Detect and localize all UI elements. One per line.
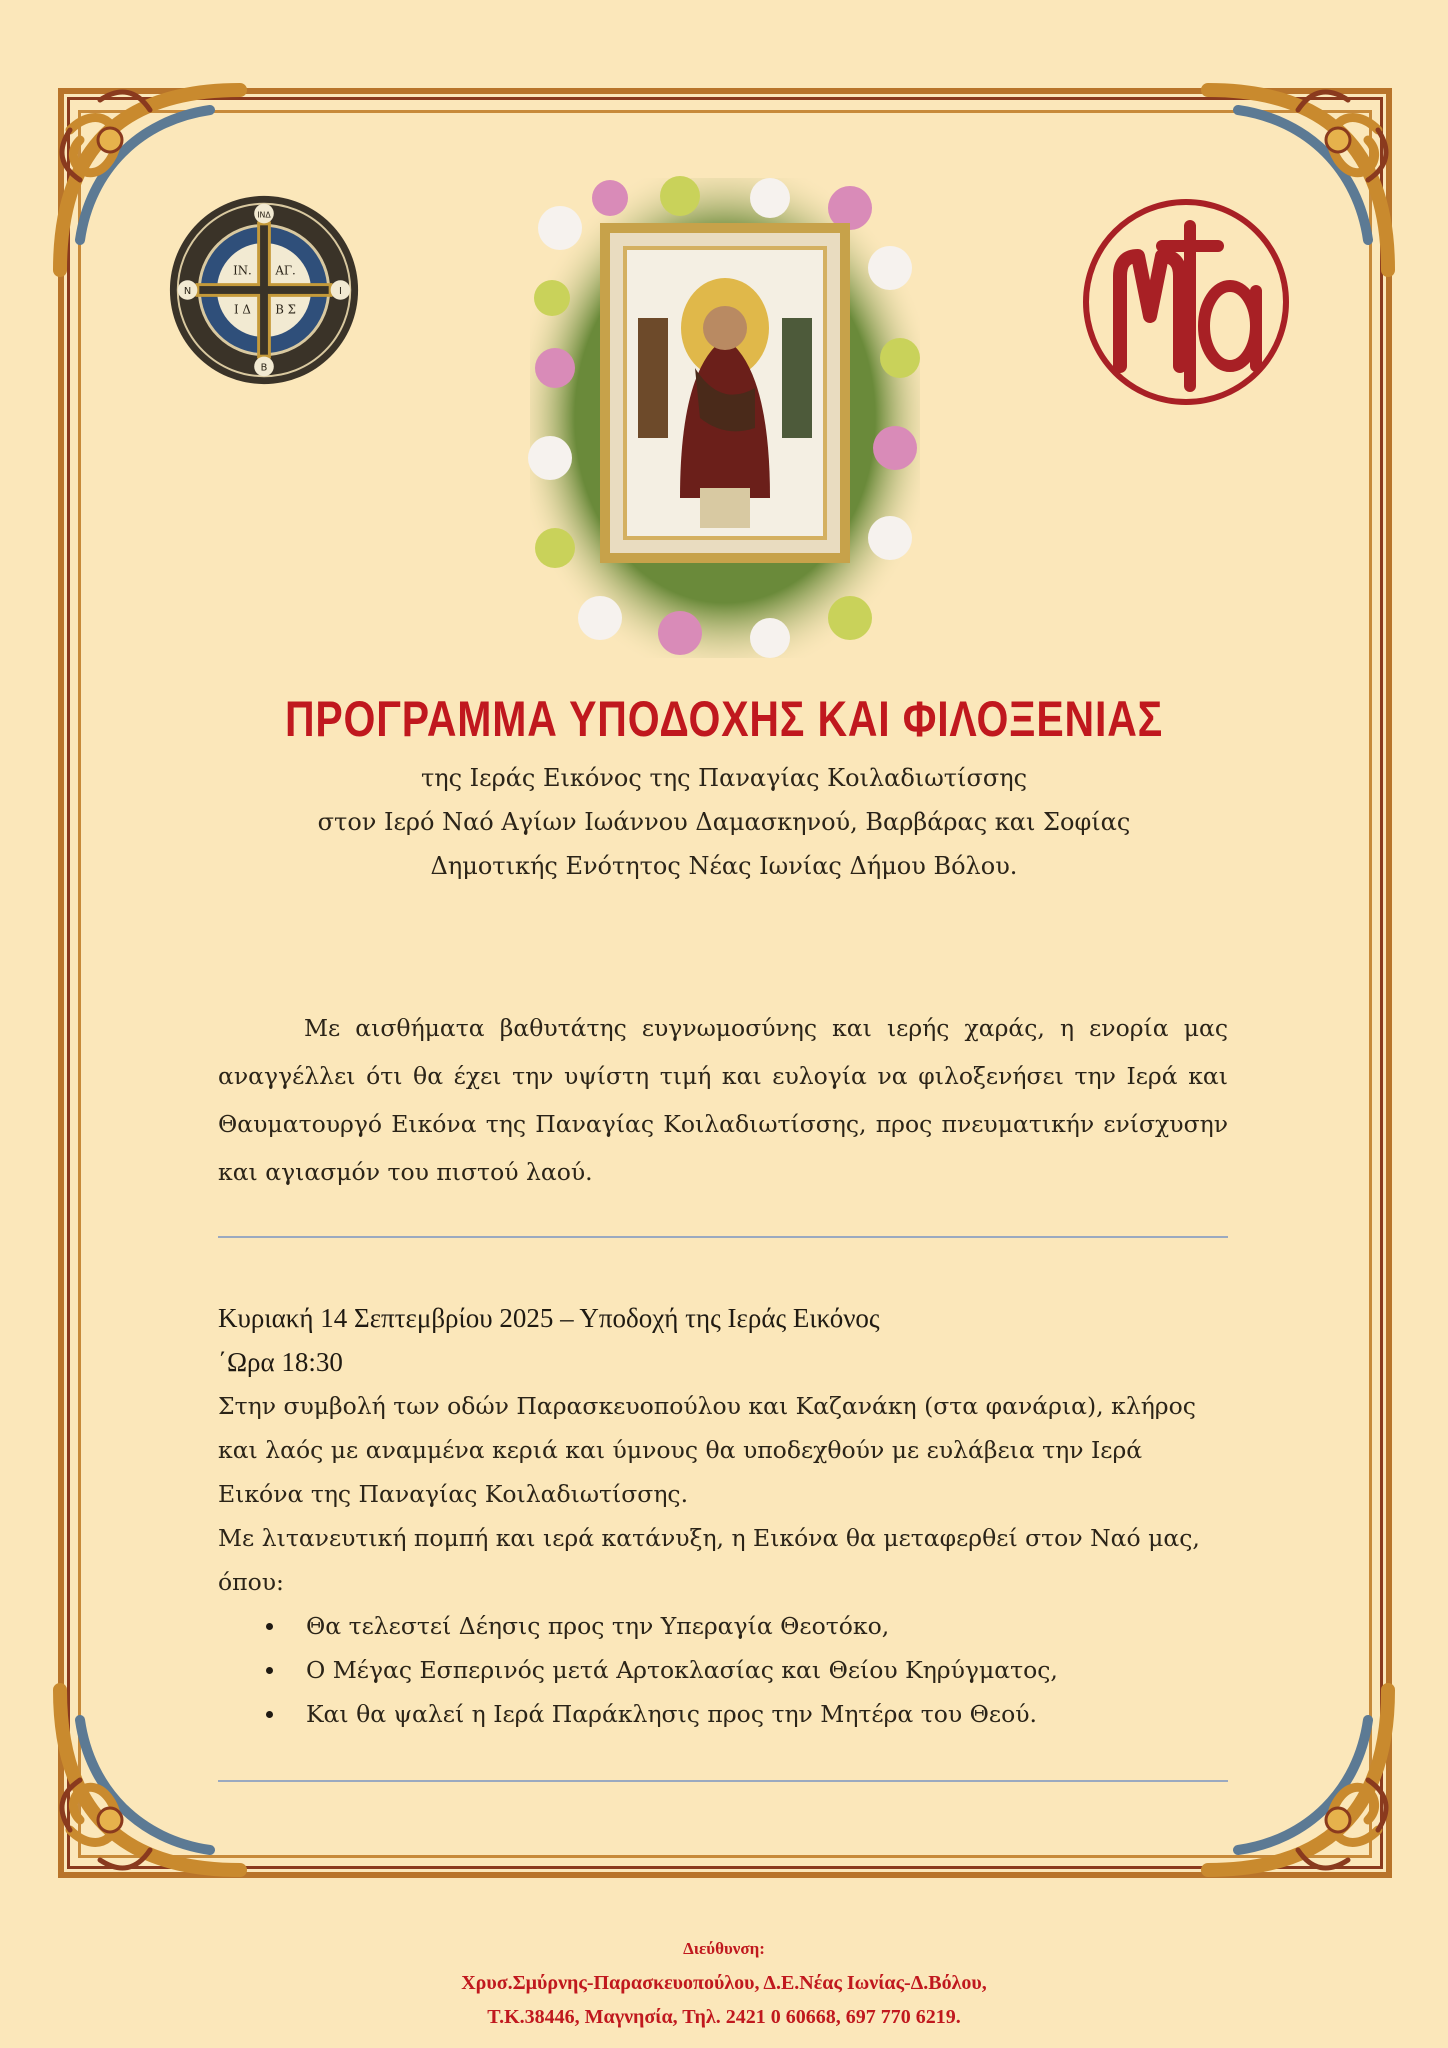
svg-text:Ι: Ι (338, 285, 342, 297)
address-line: Τ.Κ.38446, Μαγνησία, Τηλ. 2421 0 60668, 697 770 6219. (487, 2006, 961, 2028)
holy-icon-image (520, 168, 930, 668)
svg-text:ΑΓ.: ΑΓ. (275, 263, 296, 278)
divider (218, 1236, 1228, 1238)
svg-text:ΙΝ.: ΙΝ. (233, 263, 252, 278)
intro-paragraph: Με αισθήματα βαθυτάτης ευγνωμοσύνης και ιερής χαράς, η ενορία μας αναγγέλλει ότι θα έχει την υψίστη τιμή και ευλογία να φιλοξενήσει την Ιερά και Θαυματουργό Εικόνα της Παναγίας Κοιλαδιωτίσσης, προς πνευματικήν ενίσχυσην και αγιασμόν του πιστού λαού. (218, 1013, 1228, 1186)
schedule-time: ΄Ωρα 18:30 (218, 1347, 343, 1377)
schedule-section (218, 1296, 1228, 1736)
subtitle-block (150, 756, 1298, 888)
address-line: Χρυσ.Σμύρνης-Παρασκευοπούλου, Δ.Ε.Νέας Ιωνίας-Δ.Βόλου, (461, 1972, 987, 1994)
divider (218, 1780, 1228, 1782)
subtitle-line: στον Ιερό Ναό Αγίων Ιωάννου Δαμασκηνού, Βαρβάρας και Σοφίας (317, 808, 1131, 836)
list-item: Θα τελεστεί Δέησις προς την Υπεραγία Θεοτόκο, (306, 1604, 1228, 1648)
list-item: Ο Μέγας Εσπερινός μετά Αρτοκλασίας και Θείου Κηρύγματος, (306, 1648, 1228, 1692)
svg-text:ΙΝΔ: ΙΝΔ (257, 210, 271, 220)
subtitle-line: Δημοτικής Ενότητος Νέας Ιωνίας Δήμου Βόλου. (430, 852, 1018, 880)
schedule-list (218, 1604, 1228, 1736)
list-item: Και θα ψαλεί η Ιερά Παράκλησις προς την Μητέρα του Θεού. (306, 1692, 1228, 1736)
subtitle-line: της Ιεράς Εικόνος της Παναγίας Κοιλαδιωτίσσης (420, 764, 1028, 792)
schedule-paragraph: Στην συμβολή των οδών Παρασκευοπούλου και Καζανάκη (στα φανάρια), κλήρος και λαός με αναμμένα κεριά και ύμνους θα υποδεχθούν με ευλάβεια την Ιερά Εικόνα της Παναγίας Κοιλαδιωτίσσης. (218, 1392, 1196, 1508)
cross-seal-logo (166, 192, 362, 388)
schedule-heading: Κυριακή 14 Σεπτεμβρίου 2025 – Υποδοχή της Ιεράς Εικόνος (218, 1303, 880, 1333)
svg-text:Β Σ: Β Σ (275, 302, 296, 317)
address-label: Διεύθυνση: (683, 1939, 765, 1958)
svg-text:Ι Δ: Ι Δ (234, 302, 251, 317)
theotokos-monogram-logo (1080, 196, 1292, 408)
svg-text:Ν: Ν (183, 285, 192, 297)
svg-text:Β: Β (260, 362, 268, 374)
address-footer (0, 1932, 1448, 2034)
page-title: ΠΡΟΓΡΑΜΜΑ ΥΠΟΔΟΧΗΣ ΚΑΙ ΦΙΛΟΞΕΝΙΑΣ (284, 691, 1164, 747)
schedule-paragraph: Με λιτανευτική πομπή και ιερά κατάνυξη, η Εικόνα θα μεταφερθεί στον Ναό μας, όπου: (218, 1524, 1200, 1596)
